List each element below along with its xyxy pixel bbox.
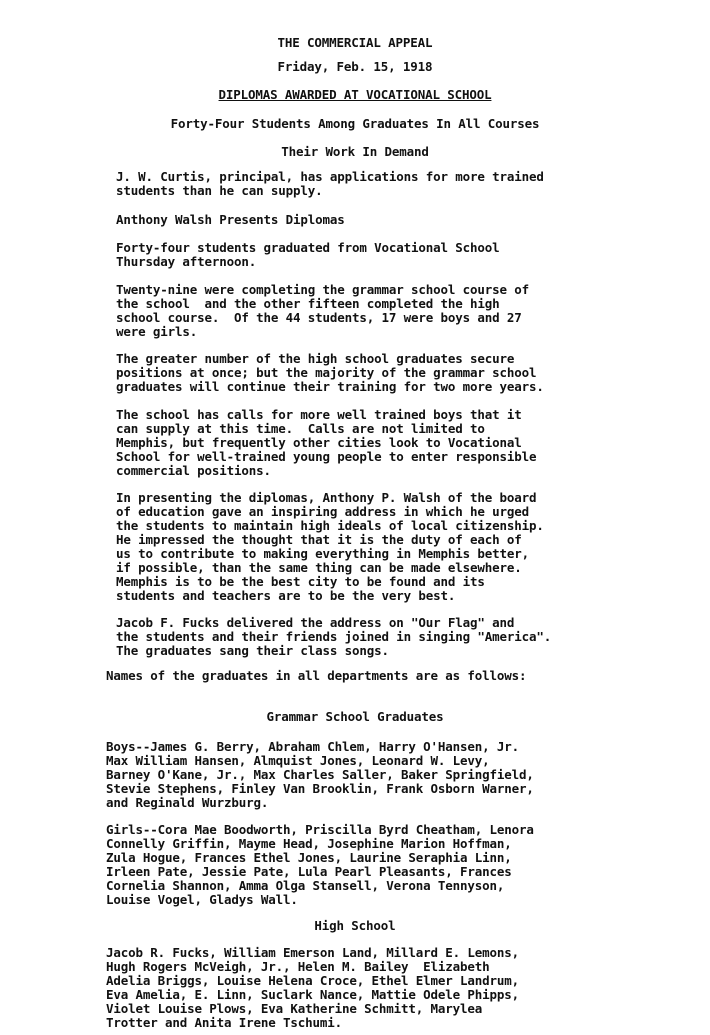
- newspaper-name: THE COMMERCIAL APPEAL: [277, 35, 433, 50]
- intro-line-1: J. W. Curtis, principal, has applications for more trained: [116, 169, 544, 184]
- boys-list-line: Boys--James G. Berry, Abraham Chlem, Harry O'Hansen, Jr.: [106, 739, 520, 754]
- paragraph-3-line: graduates will continue their training for two more years.: [116, 379, 544, 394]
- boys-list-line: and Reginald Wurzburg.: [106, 795, 269, 810]
- grammar-school-heading: Grammar School Graduates: [266, 709, 444, 724]
- paragraph-5-line: of education gave an inspiring address in which he urged: [116, 504, 530, 519]
- boys-list-line: Max William Hansen, Almquist Jones, Leonard W. Levy,: [106, 753, 490, 768]
- section-heading: Anthony Walsh Presents Diplomas: [116, 212, 345, 227]
- paragraph-2-line: school course. Of the 44 students, 17 were boys and 27: [116, 310, 522, 325]
- high-school-list-line: Jacob R. Fucks, William Emerson Land, Millard E. Lemons,: [106, 945, 520, 960]
- paragraph-2-line: Twenty-nine were completing the grammar school course of: [116, 282, 530, 297]
- high-school-list-line: Violet Louise Plows, Eva Katherine Schmitt, Marylea: [106, 1001, 483, 1016]
- girls-list-line: Irleen Pate, Jessie Pate, Lula Pearl Pleasants, Frances: [106, 864, 512, 879]
- boys-list-line: Stevie Stephens, Finley Van Brooklin, Frank Osborn Warner,: [106, 781, 534, 796]
- girls-list-line: Zula Hogue, Frances Ethel Jones, Laurine Seraphia Linn,: [106, 850, 512, 865]
- paragraph-4-line: commercial positions.: [116, 463, 271, 478]
- paragraph-5-line: students and teachers are to be the very best.: [116, 588, 456, 603]
- girls-list-line: Connelly Griffin, Mayme Head, Josephine Marion Hoffman,: [106, 836, 512, 851]
- paragraph-2-line: the school and the other fifteen completed the high: [116, 296, 500, 311]
- paragraph-6-line: the students and their friends joined in singing "America".: [116, 629, 552, 644]
- high-school-list-line: Eva Amelia, E. Linn, Suclark Nance, Mattie Odele Phipps,: [106, 987, 520, 1002]
- names-intro: Names of the graduates in all departments are as follows:: [106, 668, 527, 683]
- high-school-heading: High School: [314, 918, 396, 933]
- paragraph-5-line: if possible, than the same thing can be made elsewhere.: [116, 560, 522, 575]
- paragraph-5-line: He impressed the thought that it is the duty of each of: [116, 532, 522, 547]
- paragraph-5-line: Memphis is to be the best city to be found and its: [116, 574, 485, 589]
- paragraph-4-line: The school has calls for more well trained boys that it: [116, 407, 522, 422]
- paragraph-2-line: were girls.: [116, 324, 198, 339]
- girls-list-line: Girls--Cora Mae Boodworth, Priscilla Byrd Cheatham, Lenora: [106, 822, 534, 837]
- paragraph-3-line: The greater number of the high school graduates secure: [116, 351, 515, 366]
- paragraph-5-line: In presenting the diplomas, Anthony P. Walsh of the board: [116, 490, 537, 505]
- paragraph-6-line: The graduates sang their class songs.: [116, 643, 389, 658]
- paragraph-4-line: can supply at this time. Calls are not limited to: [116, 421, 485, 436]
- paragraph-4-line: School for well-trained young people to enter responsible: [116, 449, 537, 464]
- girls-list-line: Louise Vogel, Gladys Wall.: [106, 892, 298, 907]
- boys-list-line: Barney O'Kane, Jr., Max Charles Saller, Baker Springfield,: [106, 767, 534, 782]
- paragraph-5-line: the students to maintain high ideals of local citizenship.: [116, 518, 544, 533]
- subheadline-2: Their Work In Demand: [281, 144, 429, 159]
- high-school-list-line: Adelia Briggs, Louise Helena Croce, Ethel Elmer Landrum,: [106, 973, 520, 988]
- high-school-list-line: Hugh Rogers McVeigh, Jr., Helen M. Bailey Elizabeth: [106, 959, 490, 974]
- intro-line-2: students than he can supply.: [116, 183, 323, 198]
- headline: DIPLOMAS AWARDED AT VOCATIONAL SCHOOL: [218, 87, 492, 102]
- paragraph-3-line: positions at once; but the majority of the grammar school: [116, 365, 537, 380]
- publication-date: Friday, Feb. 15, 1918: [277, 59, 433, 74]
- paragraph-1-line: Thursday afternoon.: [116, 254, 257, 269]
- paragraph-6-line: Jacob F. Fucks delivered the address on "Our Flag" and: [116, 615, 515, 630]
- high-school-list-line: Trotter and Anita Irene Tschumi.: [106, 1015, 343, 1030]
- subheadline-1: Forty-Four Students Among Graduates In All Courses: [170, 116, 540, 131]
- paragraph-5-line: us to contribute to making everything in Memphis better,: [116, 546, 530, 561]
- paragraph-4-line: Memphis, but frequently other cities look to Vocational: [116, 435, 522, 450]
- girls-list-line: Cornelia Shannon, Amma Olga Stansell, Verona Tennyson,: [106, 878, 505, 893]
- paragraph-1-line: Forty-four students graduated from Vocational School: [116, 240, 500, 255]
